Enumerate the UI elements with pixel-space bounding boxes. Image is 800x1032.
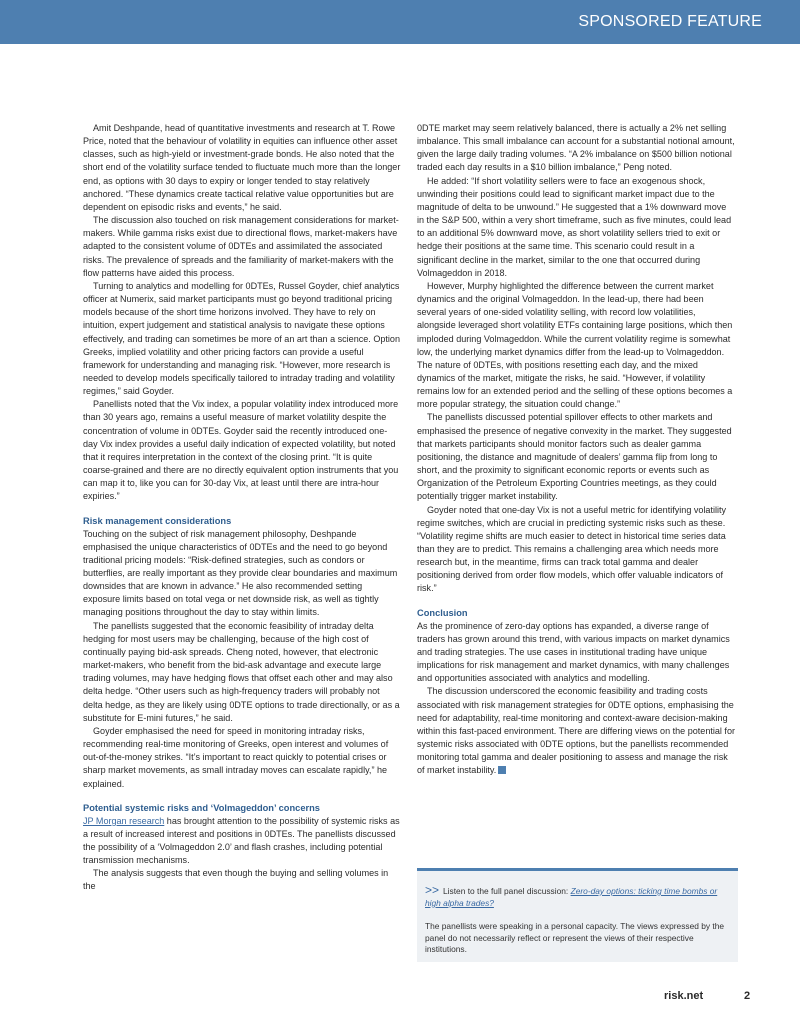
paragraph: Goyder emphasised the need for speed in monitoring intraday risks, recommending real-time monitoring of Greeks, open interest and volumes of out-of-the-money strikes. “It’s important to react quickly to potential crises or sharp market movements, as small intraday moves can escalate rapidly,” he explained. xyxy=(83,725,389,789)
header-banner xyxy=(0,0,800,44)
page-number: 2 xyxy=(744,990,751,1002)
footer-site-name: risk.net xyxy=(664,990,704,1002)
paragraph: The panellists discussed potential spillover effects to other markets and emphasised the presence of negative convexity in the market. They suggested that markets participants should monitor factors such as dealer gamma positioning, the distance and magnitude of dealers’ gamma flip from long to short, and the proximity to significant economic reports or events such as Organization of the Petroleum Exporting Countries meetings, as they could potentially trigger market instability. xyxy=(417,412,732,502)
callout-box xyxy=(417,868,738,962)
paragraph: 0DTE market may seem relatively balanced, there is actually a 2% net selling imbalance. This small imbalance can account for a substantial notional amount, given the large daily trading volumes. “A 2% imbalance on $500 billion notional traded each day results in a $10 billion imbalance,” Peng noted. xyxy=(417,123,735,173)
paragraph: Turning to analytics and modelling for 0DTEs, Russel Goyder, chief analytics officer at Numerix, said market participants must go beyond traditional pricing models because of the short time horizons involved. They have to rely on intuition, expert judgement and statistical analysis to navigate these options effectively, and trading can sometimes be more of an art than a science. Option Greeks, implied volatility and other pricing factors can provide a useful framework for understanding and managing risk. “However, more research is needed to develop models specifically tailored to intraday trading and volatility regimes,” said Goyder. xyxy=(83,280,400,397)
sponsored-feature-label: SPONSORED FEATURE xyxy=(578,13,762,30)
right-column xyxy=(417,122,735,778)
listen-line xyxy=(425,885,728,909)
paragraph: However, Murphy highlighted the difference between the current market dynamics and the original Volmageddon. In the lead-up, there had been several years of one-sided volatility selling, with record low volatilities, alongside leveraged short volatility ETFs containing large positions, which then imploded during Volmageddon. While the current volatility regime is somewhat low, the underlying market dynamics differ from the lead-up to Volmageddon. The nature of 0DTEs, with positions resetting each day, and the mixed dynamics of the market, mitigate the risks, he said. “However, if volatility remains low for an extended period and the selling of these options becomes a more popular strategy, the situation could change.” xyxy=(417,280,733,410)
paragraph-text: The discussion underscored the economic feasibility and trading costs associated with risk management strategies for 0DTE options, emphasising the need for adaptability, real-time monitoring and context-aware decision-making within this fast-paced environment. There are differing views on the potential for systemic risks associated with 0DTE options, but the panellists recommended monitoring total gamma and dealer positioning to assess and manage the risk of market instability. xyxy=(417,686,735,776)
paragraph: As the prominence of zero-day options has expanded, a diverse range of traders has grown around this trend, with various impacts on market dynamics and trading strategies. The use cases in institutional trading have unique implications for risk management and market dynamics, with many challenges and opportunities associated with analytics and modelling. xyxy=(417,620,730,684)
listen-lead-text: Listen to the full panel discussion: xyxy=(443,886,571,896)
double-chevron-icon: >> xyxy=(425,883,440,897)
jp-morgan-research-link[interactable]: JP Morgan research xyxy=(83,815,165,826)
section-heading-conclusion: Conclusion xyxy=(417,607,468,618)
paragraph: Panellists noted that the Vix index, a popular volatility index introduced more than 30 years ago, remains a useful measure of market volatility despite the concentration of volume in 0DTEs. Goyder said the recently introduced one-day Vix index provides a useful daily indication of expected volatility, but noted that it requires interpretation in the context of the closing print. “It is quite coarse-grained and there are no directly equivalent option instruments that you can map it to, like you can for 30-day Vix, at least until there are intra-hour expiries.” xyxy=(83,399,399,502)
paragraph: The analysis suggests that even though the buying and selling volumes in the xyxy=(83,868,389,892)
panel-discussion-link[interactable]: Zero-day options: ticking time bombs or high alpha trades? xyxy=(425,886,718,908)
disclaimer-text: The panellists were speaking in a personal capacity. The views expressed by the panel do not necessarily reflect or represent the views of their respective institutions. xyxy=(425,921,725,955)
end-of-article-square-icon xyxy=(498,766,506,774)
paragraph: Touching on the subject of risk management philosophy, Deshpande emphasised the unique characteristics of 0DTEs and the need to go beyond traditional pricing models: “Risk-defined strategies, such as condors or butterflies, are really important as they provide clear boundaries and maximum downsides that are known in advance.” He also recommended setting exposure limits based on total vega or net downside risk, as well as tightly managing positions throughout the day to stay within limits. xyxy=(83,528,398,618)
section-heading-systemic: Potential systemic risks and ‘Volmageddon’ concerns xyxy=(83,802,320,813)
paragraph: The discussion also touched on risk management considerations for market-makers. While gamma risks exist due to directional flows, market-makers have adapted to the consistent volume of 0DTEs and assimilated the associated risks. The prevalence of spreads and the familiarity of market-makers with the flow patterns have aided this process. xyxy=(83,215,399,278)
paragraph: The panellists suggested that the economic feasibility of intraday delta hedging for most users may be challenging, because of the high cost of continually paying bid-ask spreads. Cheng noted, however, that electronic market-makers, who benefit from the bid-ask advantage and execute large trading volumes, may have hedging flows that offset each other and may also delta hedge. “Other users such as high-frequency traders will probably not delta hedge, as they are likely using 0DTE options to trade directionally, or as a substitute for E-mini futures,” he said. xyxy=(83,620,400,723)
paragraph xyxy=(417,685,735,777)
paragraph: He added: “If short volatility sellers were to face an exogenous shock, unwinding their positions could lead to significant market impact due to the magnitude of delta to be unwound.” He suggested that a 1% downward move in the S&P 500, within a very short timeframe, such as five minutes, could lead to an additional 5% downward move, as short volatility sellers tried to exit or hedge their positions at the same time. This scenario could result in a significant decline in the market, similar to the one that occurred during Volmageddon in 2018. xyxy=(417,175,732,278)
left-column xyxy=(83,122,401,894)
paragraph: Amit Deshpande, head of quantitative investments and research at T. Rowe Price, noted that the behaviour of volatility in equities can influence other asset classes, such as high-yield or investment-grade bonds. He also noted that the short end of the volatility surface tended to fluctuate much more than the longer end, as options with 30 days to expiry or longer tended to stay relatively anchored. “These dynamics create tactical relative value opportunities but are dependent on episodic risks and events,” he said. xyxy=(83,123,401,212)
paragraph: Goyder noted that one-day Vix is not a useful metric for identifying volatility regime switches, which are crucial in predicting systemic risks such as these. “Volatility regime shifts are much easier to detect in historical time series data than they are to predict. This remains a challenging area which needs more research but, in the meantime, firms can track total gamma and dealer positioning derived from order flow models, which offer valuable indicators of risk.” xyxy=(417,504,727,594)
paragraph xyxy=(83,815,401,868)
paragraph-text: has brought attention to the possibility of systemic risks as a result of increased interest and positions in 0DTEs. The panellists discussed the possibility of a ‘Volmageddon 2.0’ and flash crashes, including potential transmission mechanisms. xyxy=(83,815,400,866)
section-heading-risk: Risk management considerations xyxy=(83,515,232,526)
